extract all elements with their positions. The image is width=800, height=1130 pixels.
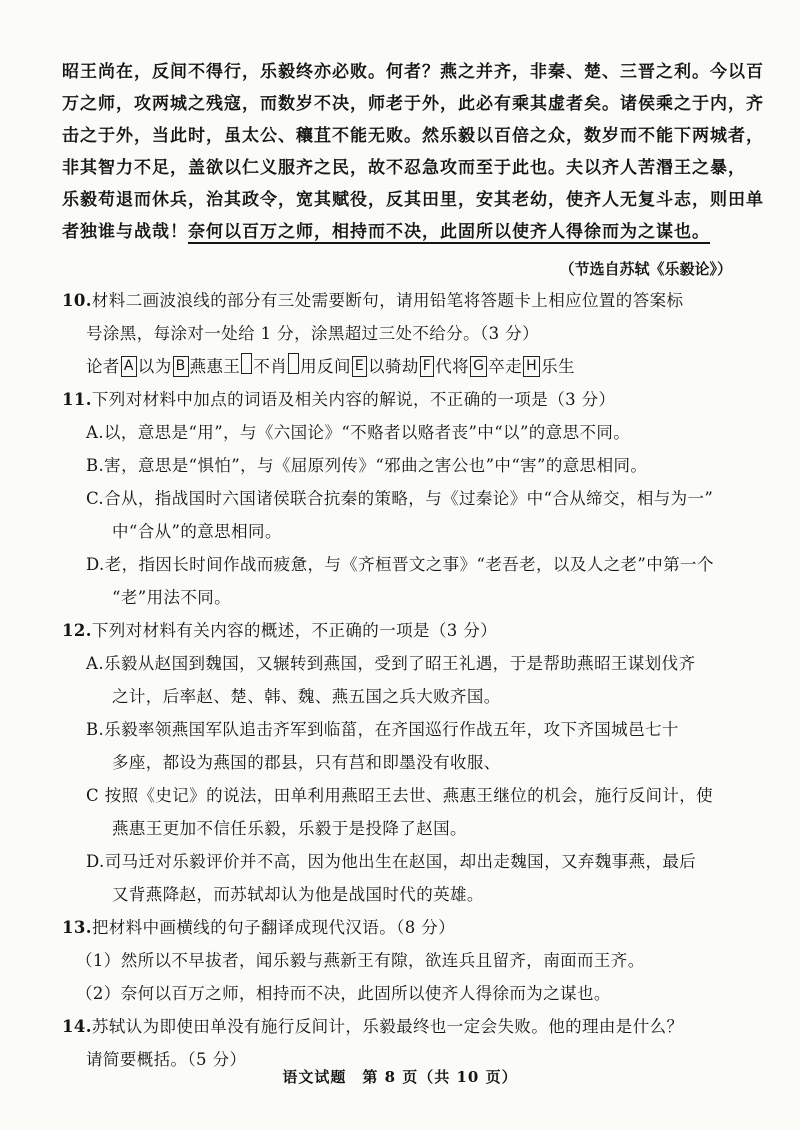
option-text-cont: 又背燕降赵，而苏轼却认为他是战国时代的英雄。 xyxy=(112,885,484,904)
question-number: 11. xyxy=(62,390,92,409)
option-text: 老，指因长时间作战而疲惫，与《齐桓晋文之事》“老吾老，以及人之老”中第一个 xyxy=(104,555,714,574)
question-number: 13. xyxy=(62,918,92,937)
option-label: A. xyxy=(86,423,104,442)
option-d xyxy=(62,845,732,911)
passage-line: 乐毅苟退而休兵，治其政令，宽其赋役，反其田里，安其老幼，使齐人无复斗志，则田单 xyxy=(62,190,764,210)
option-label: D. xyxy=(86,555,105,574)
question-stem: 苏轼认为即使田单没有施行反间计，乐毅最终也一定会失败。他的理由是什么？ xyxy=(91,1017,684,1036)
answer-box: F xyxy=(420,356,434,377)
option-label: C. xyxy=(86,489,105,508)
question-number: 10. xyxy=(62,291,92,310)
segment-text: 用反间 xyxy=(300,357,351,376)
option-text-cont: “老”用法不同。 xyxy=(112,588,232,607)
option-text-cont: 中“合从”的意思相同。 xyxy=(112,522,282,541)
question-number: 14. xyxy=(62,1017,92,1036)
segment-text: 燕惠王 xyxy=(189,357,241,376)
option-label: A. xyxy=(86,654,104,673)
passage-line: 昭王尚在，反间不得行，乐毅终亦必败。何者？燕之并齐，非秦、楚、三晋之利。今以百 xyxy=(62,62,764,82)
sentence-break-line xyxy=(62,350,732,383)
option-text-cont: 燕惠王更加不信任乐毅，乐毅于是投降了赵国。 xyxy=(112,819,467,838)
option-text: 合从，指战国时六国诸侯联合抗秦的策略，与《过秦论》中“合从缔交，相与为一” xyxy=(104,489,714,508)
underlined-sentence: 奈何以百万之师，相持而不决，此固所以使齐人得徐而为之谋也。 xyxy=(188,222,710,242)
option-label: B. xyxy=(86,456,105,475)
question-number: 12. xyxy=(62,621,92,640)
passage-source: （节选自苏轼《乐毅论》） xyxy=(559,260,732,278)
answer-box xyxy=(288,353,299,374)
segment-text: 以骑劫 xyxy=(368,357,419,376)
answer-box: B xyxy=(173,356,189,377)
segment-text: 代将 xyxy=(435,357,470,376)
answer-box: G xyxy=(470,356,487,377)
segment-text: 不肖 xyxy=(253,357,288,376)
answer-box: A xyxy=(121,356,137,377)
question-stem-cont: 请简要概括。（5 分） xyxy=(86,1050,247,1069)
option-label: B. xyxy=(86,720,105,739)
translation-item: （1）然所以不早拔者，闻乐毅与燕新王有隙，欲连兵且留齐，南面而王齐。 xyxy=(76,951,645,970)
answer-box: E xyxy=(352,356,367,377)
question-stem: 把材料中画横线的句子翻译成现代汉语。（8 分） xyxy=(91,918,456,937)
segment-text: 乐生 xyxy=(541,357,575,376)
segment-text: 论者 xyxy=(86,357,120,376)
option-c xyxy=(62,482,732,548)
question-10 xyxy=(62,284,732,383)
passage-line: 万之师，攻两城之残寇，而数岁不决，师老于外，此必有乘其虚者矣。诸侯乘之于内，齐 xyxy=(62,94,764,114)
passage-line: 非其智力不足，盖欲以仁义服齐之民，故不忍急攻而至于此也。夫以齐人苦湣王之暴， xyxy=(62,158,746,178)
option-b xyxy=(62,449,732,482)
question-13 xyxy=(62,911,732,1010)
question-11 xyxy=(62,383,732,614)
option-text: 害，意思是“惧怕”，与《屈原列传》“邪曲之害公也”中“害”的意思相同。 xyxy=(104,456,648,475)
option-label: D. xyxy=(86,852,105,871)
option-label: C xyxy=(86,786,100,805)
page-footer: 语文试题 第 8 页（共 10 页） xyxy=(282,1068,518,1086)
passage-last-line xyxy=(62,216,732,248)
option-text: 乐毅从赵国到魏国，又辗转到燕国，受到了昭王礼遇，于是帮助燕昭王谋划伐齐 xyxy=(103,654,696,673)
answer-box: H xyxy=(523,356,540,377)
option-a xyxy=(62,647,732,713)
question-stem: 下列对材料有关内容的概述，不正确的一项是（3 分） xyxy=(91,621,498,640)
option-d xyxy=(62,548,732,614)
option-text-cont: 之计，后率赵、楚、韩、魏、燕五国之兵大败齐国。 xyxy=(112,687,501,706)
option-text: 乐毅率领燕国军队追击齐军到临菑，在齐国巡行作战五年，攻下齐国城邑七十 xyxy=(104,720,679,739)
option-text-cont: 多座，都设为燕国的郡县，只有莒和即墨没有收服、 xyxy=(112,753,501,772)
question-stem: 下列对材料中加点的词语及相关内容的解说，不正确的一项是（3 分） xyxy=(91,390,616,409)
option-c xyxy=(62,779,732,845)
passage-plain-text: 者独谁与战哉！ xyxy=(62,222,188,242)
question-12 xyxy=(62,614,732,911)
option-b xyxy=(62,713,732,779)
passage xyxy=(62,56,764,248)
translation-item: （2）奈何以百万之师，相持而不决，此固所以使齐人得徐而为之谋也。 xyxy=(76,984,611,1003)
segment-text: 以为 xyxy=(137,357,172,376)
segment-text: 卒走 xyxy=(488,357,523,376)
answer-box xyxy=(241,353,252,374)
passage-line: 击之于外，当此时，虽太公、穰苴不能无败。然乐毅以百倍之众，数岁而不能下两城者， xyxy=(62,126,764,146)
question-stem-cont: 号涂黑，每涂对一处给 1 分，涂黑超过三处不给分。（3 分） xyxy=(86,324,539,343)
option-text: 按照《史记》的说法，田单利用燕昭王去世、燕惠王继位的机会，施行反间计，使 xyxy=(104,786,714,805)
question-stem: 材料二画波浪线的部分有三处需要断句，请用铅笔将答题卡上相应位置的答案标 xyxy=(91,291,684,310)
option-a xyxy=(62,416,732,449)
option-text: 以，意思是“用”，与《六国论》“不赂者以赂者丧”中“以”的意思不同。 xyxy=(103,423,631,442)
option-text: 司马迁对乐毅评价并不高，因为他出生在赵国，却出走魏国，又弃魏事燕，最后 xyxy=(104,852,697,871)
